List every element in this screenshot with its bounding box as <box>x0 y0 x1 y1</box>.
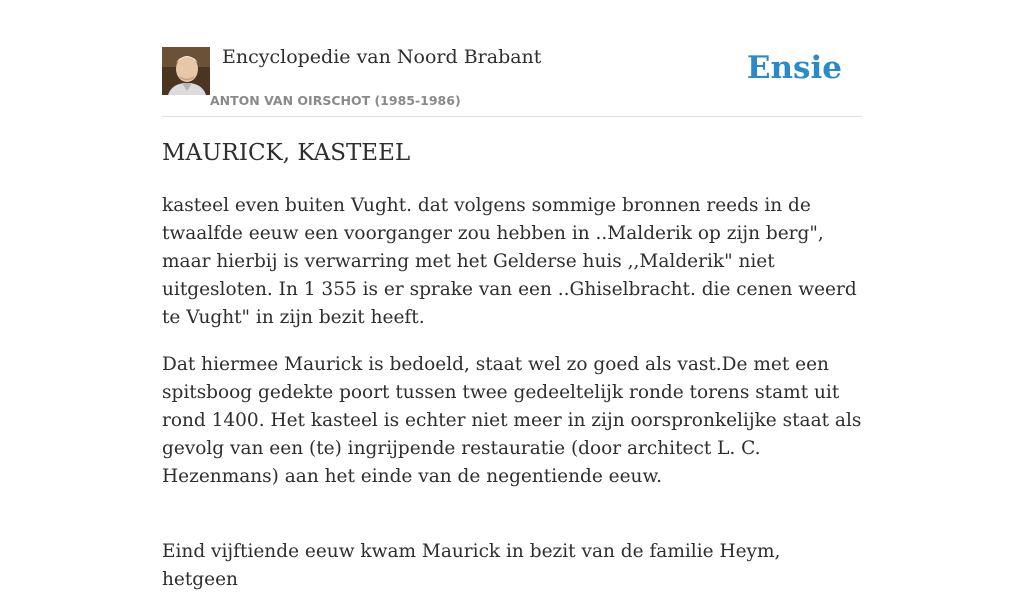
article-title: MAURICK, KASTEEL <box>162 140 411 166</box>
article-paragraph: Dat hiermee Maurick is bedoeld, staat wel zo goed als vast.De met een spitsboog gedekte poort tussen twee gedeeltelijk ronde torens stamt uit rond 1400. Het kasteel is echter niet meer in zijn oorspronkelijke staat als gevolg van een (te) ingrijpende restauratie (door architect L. C. Hezenmans) aan het einde van de negentiende eeuw. <box>162 354 862 487</box>
author-avatar[interactable] <box>162 47 210 95</box>
brand-logo-link[interactable]: Ensie <box>746 50 842 86</box>
author-name[interactable]: ANTON VAN OIRSCHOT (1985-1986) <box>210 93 461 108</box>
source-header <box>162 0 862 117</box>
source-title[interactable]: Encyclopedie van Noord Brabant <box>222 46 542 68</box>
paragraph-spacer <box>162 510 862 538</box>
article-paragraph: Eind vijftiende eeuw kwam Maurick in bezit van de familie Heym, hetgeen <box>162 541 781 590</box>
author-portrait-icon <box>162 47 210 95</box>
article-body <box>162 192 862 613</box>
article-paragraph: kasteel even buiten Vught. dat volgens sommige bronnen reeds in de twaalfde eeuw een voorganger zou hebben in ..Malderik op zijn berg", maar hierbij is verwarring met het Gelderse huis ,,Malderik" niet uitgesloten. In 1 355 is er sprake van een ..Ghiselbracht. die cenen weerd te Vught" in zijn bezit heeft. <box>162 195 857 328</box>
article-page <box>162 0 862 590</box>
